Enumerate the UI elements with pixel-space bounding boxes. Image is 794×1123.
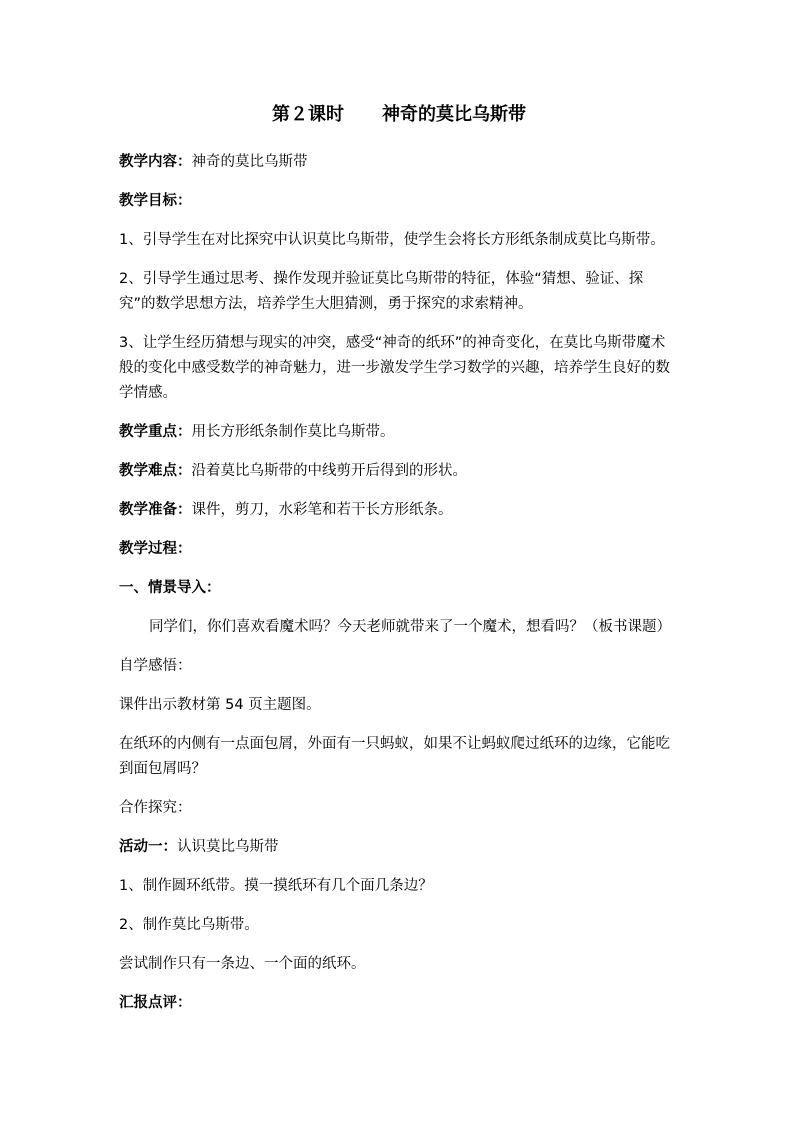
section-heading-intro: 一、情景导入： bbox=[119, 580, 221, 596]
activity-1 bbox=[119, 835, 679, 860]
lesson-name: 神奇的莫比乌斯带 bbox=[382, 104, 526, 125]
self-study-label: 自学感悟： bbox=[119, 658, 192, 674]
key-point-text: 用长方形纸条制作莫比乌斯带。 bbox=[191, 424, 395, 440]
step-1: 1、制作圆环纸带。摸一摸纸环有几个面几条边？ bbox=[119, 878, 433, 894]
process-heading: 教学过程： bbox=[119, 541, 192, 557]
courseware-line: 课件出示教材第 54 页主题图。 bbox=[119, 697, 321, 713]
objective-item-2: 2、引导学生通过思考、操作发现并验证莫比乌斯带的特征，体验“猜想、验证、探究”的数学思想方法，培养学生大胆猜测，勇于探究的求索精神。 bbox=[119, 271, 644, 312]
objective-item-3: 3、让学生经历猜想与现实的冲突，感受“神奇的纸环”的神奇变化，在莫比乌斯带魔术般的变化中感受数学的神奇魅力，进一步激发学生学习数学的兴趣，培养学生良好的数学情感。 bbox=[119, 335, 670, 401]
intro-paragraph: 同学们，你们喜欢看魔术吗？今天老师就带来了一个魔术，想看吗？（板书课题） bbox=[149, 619, 671, 635]
step-2: 2、制作莫比乌斯带。 bbox=[119, 917, 259, 933]
question-paragraph: 在纸环的内侧有一点面包屑，外面有一只蚂蚁，如果不让蚂蚁爬过纸环的边缘，它能吃到面包屑吗？ bbox=[119, 736, 670, 777]
difficulty-label: 教学难点： bbox=[119, 463, 192, 479]
difficulty-text: 沿着莫比乌斯带的中线剪开后得到的形状。 bbox=[191, 463, 467, 479]
report-heading: 汇报点评： bbox=[119, 995, 192, 1011]
activity-1-text: 认识莫比乌斯带 bbox=[177, 839, 279, 855]
preparation-label: 教学准备： bbox=[119, 502, 192, 518]
preparation-text: 课件，剪刀，水彩笔和若干长方形纸条。 bbox=[191, 502, 453, 518]
objectives-heading: 教学目标： bbox=[119, 193, 192, 209]
teaching-content-label: 教学内容： bbox=[119, 154, 192, 170]
lesson-number: 第２课时 bbox=[272, 104, 344, 125]
key-point bbox=[119, 420, 679, 445]
teaching-content bbox=[119, 150, 679, 175]
activity-1-label: 活动一： bbox=[119, 839, 177, 855]
cooperate-label: 合作探究： bbox=[119, 800, 192, 816]
key-point-label: 教学重点： bbox=[119, 424, 192, 440]
document-page bbox=[119, 100, 679, 1030]
difficulty bbox=[119, 459, 679, 484]
step-2-detail: 尝试制作只有一条边、一个面的纸环。 bbox=[119, 956, 366, 972]
teaching-content-text: 神奇的莫比乌斯带 bbox=[191, 154, 308, 170]
objective-item-1: 1、引导学生在对比探究中认识莫比乌斯带，使学生会将长方形纸条制成莫比乌斯带。 bbox=[119, 232, 665, 248]
preparation bbox=[119, 498, 679, 523]
lesson-title bbox=[119, 100, 679, 130]
